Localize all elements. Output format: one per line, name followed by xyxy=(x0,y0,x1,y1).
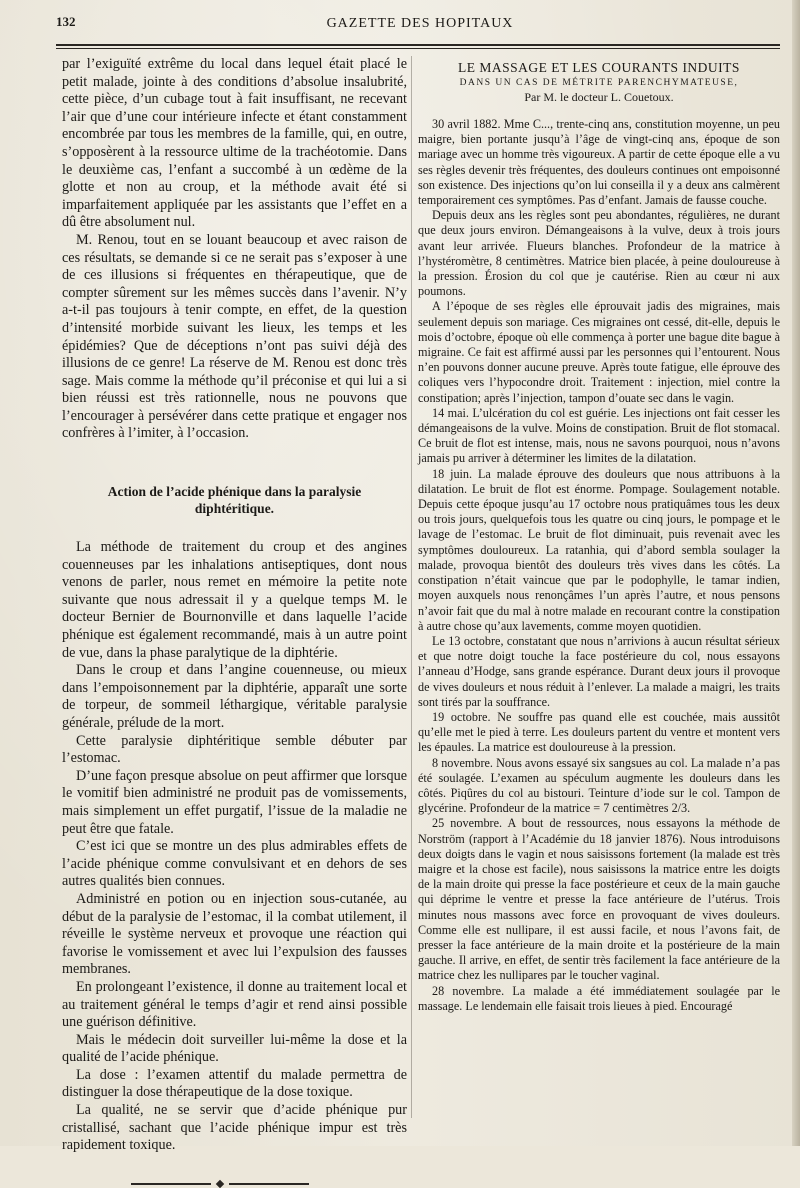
ornament-bar-right xyxy=(229,1183,309,1185)
page-number: 132 xyxy=(56,14,76,29)
journal-title: GAZETTE DES HOPITAUX xyxy=(326,16,514,31)
paragraph: A l’époque de ses règles elle éprouvait jadis des migraines, mais seulement depuis son mariage. Ces migraines ont cessé, dit-elle, depuis le mois d’octobre, époque où elle commença à porter une bague dite bague à migraine. Ce fait est affirmé aussi par les personnes qui l’entourent. Nous n’en pouvons donner aucune preuve. Après toute fatigue, elle éprouve des coliques vers l’hypocondre droit. Traitement : injection, miel contre la constipation; après l’injection, tampon d’ouate sec dans le vagin. xyxy=(418,299,780,405)
paragraph: 14 mai. L’ulcération du col est guérie. Les injections ont fait cesser les démangeaisons de la vulve. Moins de constipation. Bruit de flot stomacal. Ce bruit de flot est intense, mais, nous ne savons pourquoi, nous n’avons jamais pu arriver à déterminer les limites de la dilatation. xyxy=(418,405,780,466)
paragraph: 28 novembre. La malade a été immédiatement soulagée par le massage. Le lendemain elle faisait trois lieues à pied. Encouragé xyxy=(418,983,780,1013)
paragraph: 8 novembre. Nous avons essayé six sangsues au col. La malade n’a pas été soulagée. L’examen au spéculum augmente les douleurs dans les côtés. Piqûres du col au bistouri. Teinture d’iode sur le col. Tampon de glycérine. Profondeur de la matrice = 7 centimètres 2/3. xyxy=(418,755,780,816)
paragraph: La méthode de traitement du croup et des angines couenneuses par les inhalations antiseptiques, dont nous venons de parler, nous remet en mémoire la petite note suivante que nous adressait il y a quelque temps M. le docteur Bernier de Bournonville et dans laquelle l’acide phénique est également recommandé, mais à un autre point de vue, dans la phase paralytique de la diphtérie. xyxy=(62,539,407,661)
ornament-bar-left xyxy=(131,1183,211,1185)
column-divider xyxy=(411,56,412,1118)
paragraph: La qualité, ne se servir que d’acide phénique pur cristallisé, sachant que l’acide phénique impur est très rapidement toxique. xyxy=(62,1102,407,1154)
paragraph: C’est ici que se montre un des plus admirables effets de l’acide phénique comme convulsivant et en dehors de ses autres qualités bien connues. xyxy=(62,838,407,890)
section-title: Action de l’acide phénique dans la paralysie diphtéritique. xyxy=(107,484,362,517)
paragraph: 18 juin. La malade éprouve des douleurs que nous attribuons à la dilatation. Le bruit de flot est énorme. Pompage. Soulagement notable. Depuis cette époque jusqu’au 17 octobre nous pratiquâmes tous les deux ou trois jours, quelquefois tous les quatre ou cinq jours, le pompage et le lavage de l’estomac. Le bruit de flot diminuait, puis revenait avec les symptômes douloureux. La ratanhia, qui d’abord sembla soulager la malade, provoqua bientôt des douleurs très vives dans les côtés. La constipation n’était vaincue que par le podophylle, le tamar indien, moyen auxquels nous renonçâmes l’un après l’autre, et nous pensons n’avoir fait que du mal à notre malade en recourant contre la constipation à autre chose qu’aux lavements, comme moyen quotidien. xyxy=(418,466,780,633)
paragraph: Mais le médecin doit surveiller lui-même la dose et la qualité de l’acide phénique. xyxy=(62,1031,407,1066)
paragraph: Depuis deux ans les règles sont peu abondantes, régulières, ne durant que deux jours environ. Démangeaisons à la vulve, deux à trois jours avant leur arrivée. Flueurs blanches. Profondeur de la matrice à l’hystéromètre, 8 centimètres. Matrice bien placée, à peine douloureuse à la pression. Érosion du col que je cautérise. Rien au cœur ni aux poumons. xyxy=(418,208,780,299)
paragraph: Cette paralysie diphtéritique semble débuter par l’estomac. xyxy=(62,732,407,767)
left-column xyxy=(62,56,407,1187)
header-rule xyxy=(56,44,780,49)
end-ornament xyxy=(62,1181,407,1187)
ornament-diamond xyxy=(215,1180,223,1188)
article-author: Par M. le docteur L. Couetoux. xyxy=(524,90,674,104)
paragraph: En prolongeant l’existence, il donne au traitement local et au traitement général le temps d’agir et rend ainsi possible une guérison définitive. xyxy=(62,978,407,1031)
article-subtitle: DANS UN CAS DE MÉTRITE PARENCHYMATEUSE, xyxy=(459,78,739,88)
paragraph: 25 novembre. A bout de ressources, nous essayons la méthode de Norström (rapport à l’Académie du 18 janvier 1876). Nous introduisons deux doigts dans le vagin et nous saisissons fortement (la malade est très maigre et la chose est facile), nous saisissons la matrice entre les doigts de la main droite qui presse la face postérieure et ceux de la main gauche qui déprime le ventre et presse la face antérieure de l’utérus. Trois minutes nous massons avec force en provoquant de vives douleurs. Comme elle est nullipare, il est aussi facile, et nous l’avons fait, de presser la face antérieure de la main droite et la postérieure de la main gauche. Il arrive, en effet, de sentir très facilement la face antérieure de la matrice chez les nullipares par le toucher vaginal. xyxy=(418,816,780,983)
paragraph: Le 13 octobre, constatant que nous n’arrivions à aucun résultat sérieux et que notre doigt touche la face postérieure du col, nous essayons l’anneau d’Hodge, sans grande espérance. Durant deux jours il provoque de vives douleurs et nous réduit à l’enlever. La malade a maigri, les traits sont tirés par la souffrance. xyxy=(418,633,780,709)
paragraph: 30 avril 1882. Mme C..., trente-cinq ans, constitution moyenne, un peu maigre, bien portante jusqu’à l’âge de vingt-cinq ans, époque de son mariage avec un homme très vigoureux. A partir de cette époque elle a vu ses règles devenir très fréquentes, des douleurs continues ont empoisonné son existence. Des injections qu’on lui conseilla il y a deux ans calmèrent temporairement ces symptômes. Pas d’enfant. Jamais de fausse couche. xyxy=(418,117,780,208)
article-title: LE MASSAGE ET LES COURANTS INDUITS xyxy=(458,60,740,75)
paragraph: par l’exiguïté extrême du local dans lequel était placé le petit malade, jointe à des conditions d’absolue insalubrité, cette pièce, d’un cubage tout à fait insuffisant, ne recevant l’air que d’une cour intérieure infecte et étant constamment encombrée par tous les membres de la famille, qui, en outre, s’opposèrent à la ressource ultime de la trachéotomie. Dans le deuxième cas, l’enfant a succombé à un œdème de la glotte et non au croup, et la méthode avait été si imparfaitement appliquée par les assistants que l’effet en a dû être absolument nul. xyxy=(62,56,407,231)
paragraph: Administré en potion ou en injection sous-cutanée, au début de la paralysie de l’estomac, il la combat utilement, il réveille le système nerveux et provoque une réaction qui favorise le vomissement et avec lui l’expulsion des fausses membranes. xyxy=(62,890,407,978)
paragraph: 19 octobre. Ne souffre pas quand elle est couchée, mais aussitôt qu’elle met le pied à terre. Les douleurs partent du ventre et montent vers les épaules. La matrice est douloureuse à la pression. xyxy=(418,709,780,755)
paragraph: D’une façon presque absolue on peut affirmer que lorsque le vomitif bien administré ne produit pas de vomissements, mais simplement un effet purgatif, l’issue de la maladie ne peut être que fatale. xyxy=(62,767,407,837)
paragraph: La dose : l’examen attentif du malade permettra de distinguer la dose thérapeutique de la dose toxique. xyxy=(62,1066,407,1101)
paragraph: M. Renou, tout en se louant beaucoup et avec raison de ces résultats, se demande si ce ne serait pas s’exposer à une de ces illusions si fréquentes en thérapeutique, que de compter sûrement sur les mêmes succès dans l’avenir. N’y a-t-il pas toujours à tenir compte, en effet, de la question d’intensité morbide suivant les lieux, les temps et les épidémies? Que de déceptions n’ont pas suivi déjà des illusions de ce genre! La réserve de M. Renou est donc très sage. Mais comme la méthode qu’il préconise et qui lui a si bien réussi est très rationnelle, nous ne pouvons que l’encourager à persévérer dans cette pratique et engager nos confrères à l’imiter, à l’occasion. xyxy=(62,231,407,442)
page-edge-shadow xyxy=(792,0,800,1146)
paragraph: Dans le croup et dans l’angine couenneuse, ou mieux dans l’empoisonnement par la diphtérie, apparaît une sorte de torpeur, de sommeil léthargique, véritable paralysie générale, prélude de la mort. xyxy=(62,662,407,731)
right-column xyxy=(418,56,780,1014)
